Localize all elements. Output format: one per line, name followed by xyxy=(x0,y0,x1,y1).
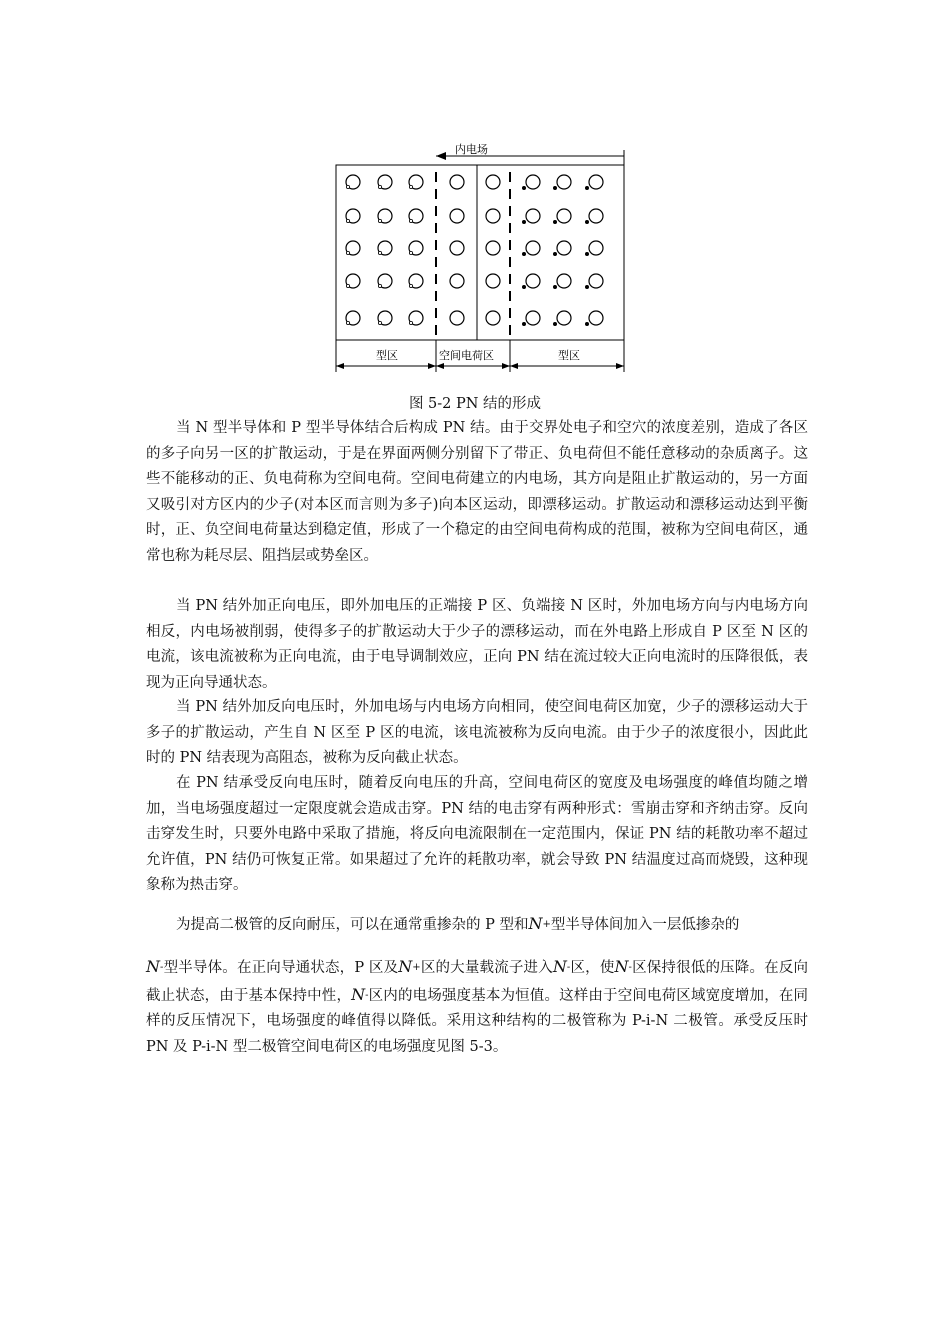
paragraph-2: 当 PN 结外加正向电压，即外加电压的正端接 P 区、负端接 N 区时，外加电场方向与内电场方向相反，内电场被削弱，使得多子的扩散运动大于少子的漂移运动，而在外电路上形成自 P 区至 N 区的电流，该电流被称为正向电流，由于电导调制效应，正向 PN 结在流过较大正向电流时的压降很低，表现为正向导通状态。 xyxy=(146,598,808,691)
n-symbol: N xyxy=(614,957,629,976)
fixed-ion xyxy=(486,241,500,255)
figure-caption: 图 5-2 PN 结的形成 xyxy=(408,396,542,412)
electron-dot xyxy=(553,220,557,224)
region-middle-label: 空间电荷区 xyxy=(439,350,494,362)
field-arrow-head xyxy=(436,152,446,160)
dim-arrow xyxy=(510,363,518,369)
ion-grid xyxy=(346,175,603,326)
p5-text: 区保持很低的压降。在反向截止状态，由于基本保持中性， xyxy=(146,960,809,1004)
paragraph-4: 在 PN 结承受反向电压时，随着反向电压的升高，空间电荷区的宽度及电场强度的峰值均随之增加，当电场强度超过一定限度就会造成击穿。PN 结的电击穿有两种形式：雪崩击穿和齐纳击穿。反向击穿发生时，只要外电路中采取了措施，将反向电流限制在一定范围内，保证 PN 结的耗散功率不超过允许值，PN 结仍可恢复正常。如果超过了允许的耗散功率，就会导致 PN 结温度过高而烧毁，这种现象称为热击穿。 xyxy=(146,775,808,894)
dim-arrow xyxy=(428,363,436,369)
n-symbol: N xyxy=(528,914,543,933)
fixed-ion xyxy=(486,274,500,288)
p5-text: 型半导体间加入一层低掺杂的 xyxy=(550,917,740,933)
minus-sup: - xyxy=(160,962,164,973)
hole-dot xyxy=(409,185,412,188)
fixed-ion xyxy=(450,175,464,189)
electron-dot xyxy=(522,186,526,190)
pn-junction-figure xyxy=(300,140,650,385)
electron-dot xyxy=(553,285,557,289)
donor-ion xyxy=(557,175,571,189)
hole-dot xyxy=(346,219,349,222)
hole-dot xyxy=(409,321,412,324)
fixed-ion xyxy=(450,311,464,325)
donor-ion xyxy=(526,274,540,288)
electron-dot xyxy=(522,220,526,224)
paragraph-1: 当 N 型半导体和 P 型半导体结合后构成 PN 结。由于交界处电子和空穴的浓度差别，造成了各区的多子向另一区的扩散运动，于是在界面两侧分别留下了带正、负电荷但不能任意移动的杂质离子。这些不能移动的正、负电荷称为空间电荷。空间电荷建立的内电场，其方向是阻止扩散运动的，另一方面又吸引对方区内的少子(对本区而言则为多子)向本区运动，即漂移运动。扩散运动和漂移运动达到平衡时，正、负空间电荷量达到稳定值，形成了一个稳定的由空间电荷构成的范围，被称为空间电荷区，通常也称为耗尽层、阻挡层或势垒区。 xyxy=(146,420,808,564)
donor-ion xyxy=(526,175,540,189)
n-symbol: N xyxy=(552,957,567,976)
region-right-label: 型区 xyxy=(558,350,580,362)
fixed-ion xyxy=(486,209,500,223)
dim-arrow xyxy=(336,363,344,369)
p5-text: 型半导体。在正向导通状态，P 区及 xyxy=(163,960,399,976)
paragraph-3: 当 PN 结外加反向电压时，外加电场与内电场方向相同，使空间电荷区加宽，少子的漂移运动大于多子的扩散运动，产生自 N 区至 P 区的电流，该电流被称为反向电流。由于少子的浓度很小，因此此时的 PN 结表现为高阻态，被称为反向截止状态。 xyxy=(146,699,808,767)
hole-dot xyxy=(409,219,412,222)
p5-text: 为提高二极管的反向耐压，可以在通常重掺杂的 P 型和 xyxy=(176,917,529,933)
donor-ion xyxy=(557,209,571,223)
donor-ion xyxy=(589,241,603,255)
hole-dot xyxy=(409,284,412,287)
n-symbol: N xyxy=(146,957,160,976)
electron-dot xyxy=(585,220,589,224)
hole-dot xyxy=(409,251,412,254)
electron-dot xyxy=(553,322,557,326)
paragraph-5-line2 xyxy=(146,954,808,1060)
dim-arrow xyxy=(502,363,510,369)
electron-dot xyxy=(522,285,526,289)
paragraph-5 xyxy=(146,900,808,950)
hole-dot xyxy=(378,251,381,254)
electron-dot xyxy=(522,322,526,326)
dim-arrow xyxy=(616,363,624,369)
p5-text: 区的大量载流子进入 xyxy=(420,960,553,976)
plus-sup: + xyxy=(542,919,551,930)
donor-ion xyxy=(526,209,540,223)
hole-dot xyxy=(378,185,381,188)
dim-arrow xyxy=(436,363,444,369)
fixed-ion xyxy=(486,311,500,325)
hole-dot xyxy=(346,321,349,324)
electron-dot xyxy=(585,186,589,190)
donor-ion xyxy=(589,274,603,288)
donor-ion xyxy=(589,311,603,325)
fixed-ion xyxy=(450,209,464,223)
hole-dot xyxy=(378,321,381,324)
electron-dot xyxy=(553,186,557,190)
minus-sup: - xyxy=(566,962,571,973)
donor-ion xyxy=(557,241,571,255)
n-symbol: N xyxy=(351,984,366,1004)
electron-dot xyxy=(585,285,589,289)
minus-sup: - xyxy=(365,989,369,1001)
electron-dot xyxy=(522,252,526,256)
fixed-ion xyxy=(450,241,464,255)
plus-sup: + xyxy=(412,962,421,973)
hole-dot xyxy=(378,284,381,287)
electron-dot xyxy=(585,252,589,256)
donor-ion xyxy=(589,209,603,223)
donor-ion xyxy=(526,311,540,325)
hole-dot xyxy=(378,219,381,222)
minus-sup: - xyxy=(628,962,632,973)
hole-dot xyxy=(346,284,349,287)
donor-ion xyxy=(557,274,571,288)
fixed-ion xyxy=(450,274,464,288)
field-label: 内电场 xyxy=(455,144,488,156)
p5-text: 区，使 xyxy=(570,960,615,976)
fixed-ion xyxy=(486,175,500,189)
region-left-label: 型区 xyxy=(376,350,398,362)
electron-dot xyxy=(553,252,557,256)
donor-ion xyxy=(557,311,571,325)
p5-text: 区内的电场强度基本为恒值。这样由于空间电荷区域宽度增加，在同样的反压情况下，电场强度的峰值得以降低。采用这种结构的二极管称为 P-i-N 二极管。承受反压时 PN 及 P-i-N 型二极管空间电荷区的电场强度见图 5-3。 xyxy=(146,987,809,1055)
hole-dot xyxy=(346,251,349,254)
donor-ion xyxy=(526,241,540,255)
donor-ion xyxy=(589,175,603,189)
hole-dot xyxy=(346,185,349,188)
electron-dot xyxy=(585,322,589,326)
n-symbol: N xyxy=(398,957,413,976)
